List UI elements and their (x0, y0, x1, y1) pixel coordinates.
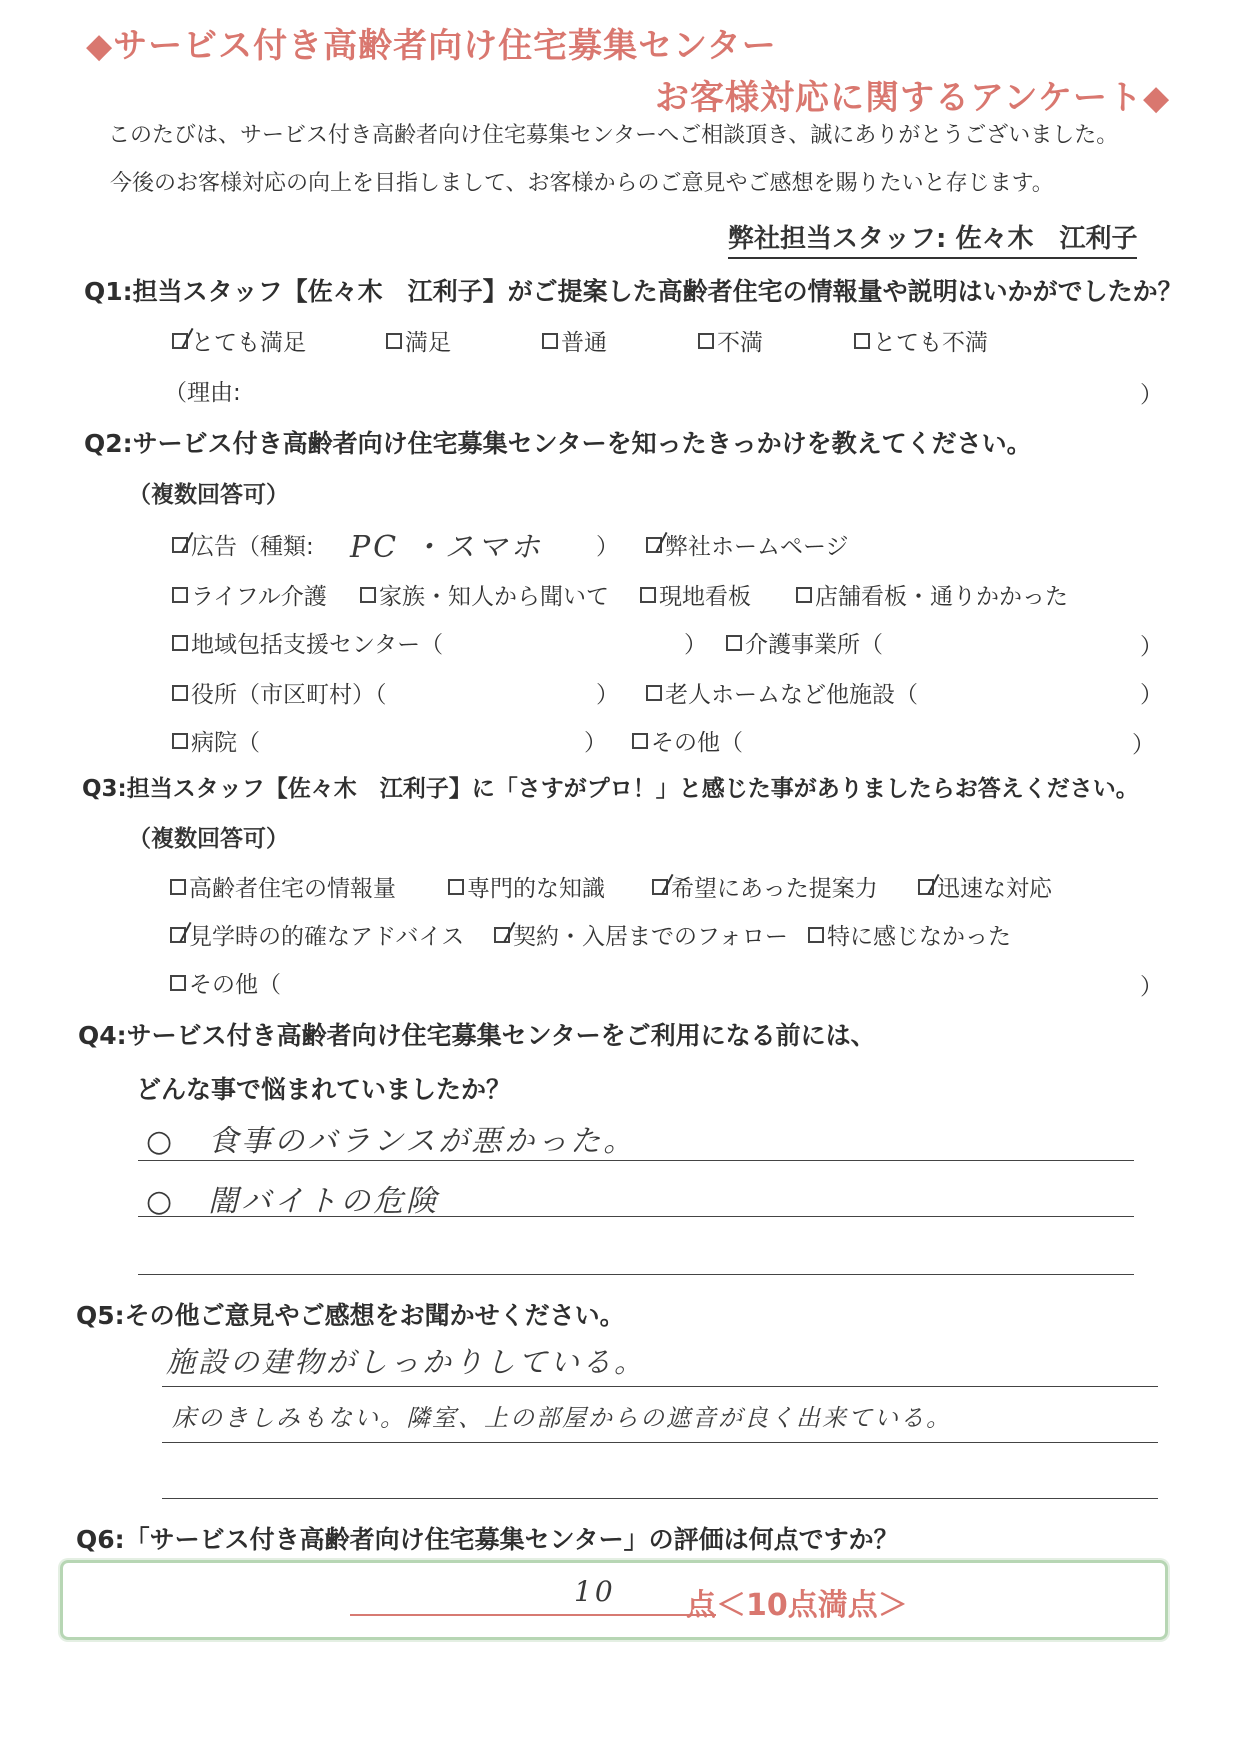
staff-name: 弊社担当スタッフ: 佐々木 江利子 (728, 218, 1137, 259)
q3-option-knowledge[interactable] (448, 870, 605, 903)
checkbox-icon[interactable] (170, 975, 186, 991)
q2-support-center-close: ） (684, 632, 707, 658)
option-label: 専門的な知識 (467, 876, 605, 902)
checkbox-icon[interactable] (170, 879, 186, 895)
q3-other-close: ） (1140, 974, 1163, 1000)
q4-answer-line-1 (138, 1160, 1134, 1161)
option-label: 店舗看板・通りかかった (815, 584, 1068, 610)
q2-option-care-office[interactable] (726, 626, 883, 659)
option-label: 地域包括支援センター（ (191, 632, 444, 658)
q5-answer-1[interactable]: 施設の建物がしっかりしている。 (166, 1345, 647, 1379)
option-label: その他（ (189, 972, 281, 998)
q2-option-support-center[interactable] (172, 626, 443, 659)
q5-answer-line-1 (162, 1386, 1158, 1387)
checkbox-icon[interactable] (172, 587, 188, 603)
q5-answer-line-2 (162, 1442, 1158, 1443)
option-label: 特に感じなかった (827, 924, 1011, 950)
option-label: とても満足 (191, 330, 306, 356)
q1-option-very-satisfied[interactable] (172, 324, 306, 357)
option-label: 介護事業所（ (745, 632, 883, 658)
option-label: 希望にあった提案力 (671, 876, 878, 902)
option-label: その他（ (651, 730, 743, 756)
q2-other-close: ） (1132, 732, 1155, 758)
q2-ad-type-handwritten: PC ・スマホ (350, 530, 544, 565)
option-label: 見学時の的確なアドバイス (189, 924, 465, 950)
survey-title-line1: ◆サービス付き高齢者向け住宅募集センター (86, 26, 777, 66)
q4-answer-1[interactable]: ○ 食事のバランスが悪かった。 (146, 1124, 637, 1159)
q1-option-dissatisfied[interactable] (698, 324, 763, 357)
option-label: 弊社ホームページ (665, 534, 849, 560)
q2-multi-note: （複数回答可） (128, 482, 289, 508)
q2-option-family[interactable] (360, 578, 609, 611)
q2-care-office-close: ） (1140, 634, 1163, 660)
option-label: とても不満 (873, 330, 988, 356)
option-label: 普通 (561, 330, 607, 356)
checkbox-icon[interactable] (360, 587, 376, 603)
q4-answer-line-3 (138, 1274, 1134, 1275)
checkbox-icon[interactable] (796, 587, 812, 603)
checkbox-icon[interactable] (448, 879, 464, 895)
q3-question: Q3:担当スタッフ【佐々木 江利子】に「さすがプロ！」と感じた事がありましたらお答えください。 (82, 776, 1139, 802)
option-label: 高齢者住宅の情報量 (189, 876, 396, 902)
q2-option-other[interactable] (632, 724, 743, 757)
checkbox-icon[interactable] (640, 587, 656, 603)
option-label: 広告（種類: (191, 534, 314, 560)
q2-option-nursing-home[interactable] (646, 676, 918, 709)
option-label: 契約・入居までのフォロー (513, 924, 788, 950)
option-label: 病院（ (191, 730, 260, 756)
q6-question: Q6:「サービス付き高齢者向け住宅募集センター」の評価は何点ですか？ (76, 1525, 899, 1554)
score-underline (350, 1614, 716, 1616)
q3-option-quick[interactable] (918, 870, 1052, 903)
q5-question: Q5:その他ご意見やご感想をお聞かせください。 (76, 1301, 625, 1330)
checkbox-checked-icon[interactable] (646, 537, 662, 553)
q3-option-proposal[interactable] (652, 870, 878, 903)
q2-option-city-office[interactable] (172, 676, 387, 709)
q2-city-office-close: ） (596, 682, 619, 708)
checkbox-icon[interactable] (172, 635, 188, 651)
checkbox-icon[interactable] (386, 333, 402, 349)
q2-option-ad[interactable] (172, 528, 314, 561)
q3-option-other[interactable] (170, 966, 281, 999)
option-label: 満足 (405, 330, 451, 356)
q3-option-advice[interactable] (170, 918, 464, 951)
option-label: 迅速な対応 (937, 876, 1052, 902)
option-label: 不満 (717, 330, 763, 356)
q2-option-homepage[interactable] (646, 528, 849, 561)
score-value[interactable]: 10 (574, 1575, 616, 1608)
q2-nursing-home-close: ） (1140, 682, 1163, 708)
checkbox-icon[interactable] (632, 733, 648, 749)
option-label: ライフル介護 (191, 584, 327, 610)
q1-question: Q1:担当スタッフ【佐々木 江利子】がご提案した高齢者住宅の情報量や説明はいかがでしたか？ (84, 277, 1183, 306)
q4-answer-2[interactable]: ○ 闇バイトの危険 (146, 1184, 440, 1219)
q2-hospital-close: ） (584, 730, 607, 756)
q2-ad-close: ） (596, 534, 619, 560)
option-label: 役所（市区町村）（ (191, 682, 387, 708)
option-label: 家族・知人から聞いて (379, 584, 609, 610)
survey-title-line2: お客様対応に関するアンケート◆ (655, 78, 1171, 118)
q5-answer-line-3 (162, 1498, 1158, 1499)
checkbox-checked-icon[interactable] (172, 537, 188, 553)
score-suffix: 点＜10点満点＞ (686, 1588, 908, 1623)
checkbox-checked-icon[interactable] (170, 927, 186, 943)
option-label: 老人ホームなど他施設（ (665, 682, 918, 708)
checkbox-checked-icon[interactable] (918, 879, 934, 895)
checkbox-icon[interactable] (698, 333, 714, 349)
q4-question-line1: Q4:サービス付き高齢者向け住宅募集センターをご利用になる前には、 (78, 1021, 876, 1050)
q3-option-info[interactable] (170, 870, 396, 903)
option-label: 現地看板 (659, 584, 751, 610)
q3-option-follow[interactable] (494, 918, 788, 951)
checkbox-checked-icon[interactable] (494, 927, 510, 943)
q4-answer-line-2 (138, 1216, 1134, 1217)
q1-option-very-dissatisfied[interactable] (854, 324, 988, 357)
checkbox-icon[interactable] (542, 333, 558, 349)
intro-text-2: 今後のお客様対応の向上を目指しまして、お客様からのご意見やご感想を賜りたいと存じます。 (110, 171, 1054, 196)
checkbox-icon[interactable] (172, 733, 188, 749)
q1-option-normal[interactable] (542, 324, 607, 357)
q5-answer-2[interactable]: 床のきしみもない。隣室、上の部屋からの遮音が良く出来ている。 (172, 1404, 952, 1432)
q2-question: Q2:サービス付き高齢者向け住宅募集センターを知ったきっかけを教えてください。 (84, 429, 1032, 458)
checkbox-icon[interactable] (172, 685, 188, 701)
checkbox-checked-icon[interactable] (172, 333, 188, 349)
q1-option-satisfied[interactable] (386, 324, 451, 357)
checkbox-icon[interactable] (726, 635, 742, 651)
q1-reason-close: ） (1140, 382, 1163, 408)
checkbox-icon[interactable] (854, 333, 870, 349)
intro-text-1: このたびは、サービス付き高齢者向け住宅募集センターへご相談頂き、誠にありがとうございました。 (108, 123, 1119, 148)
q2-option-hospital[interactable] (172, 724, 260, 757)
checkbox-icon[interactable] (646, 685, 662, 701)
q3-option-none[interactable] (808, 918, 1011, 951)
q4-question-line2: どんな事で悩まれていましたか？ (136, 1075, 512, 1104)
q1-reason-label: （理由: (164, 380, 241, 406)
checkbox-checked-icon[interactable] (652, 879, 668, 895)
q2-option-store-sign[interactable] (796, 578, 1068, 611)
checkbox-icon[interactable] (808, 927, 824, 943)
q2-option-signboard[interactable] (640, 578, 751, 611)
q2-option-lifull[interactable] (172, 578, 327, 611)
q3-multi-note: （複数回答可） (128, 826, 289, 852)
